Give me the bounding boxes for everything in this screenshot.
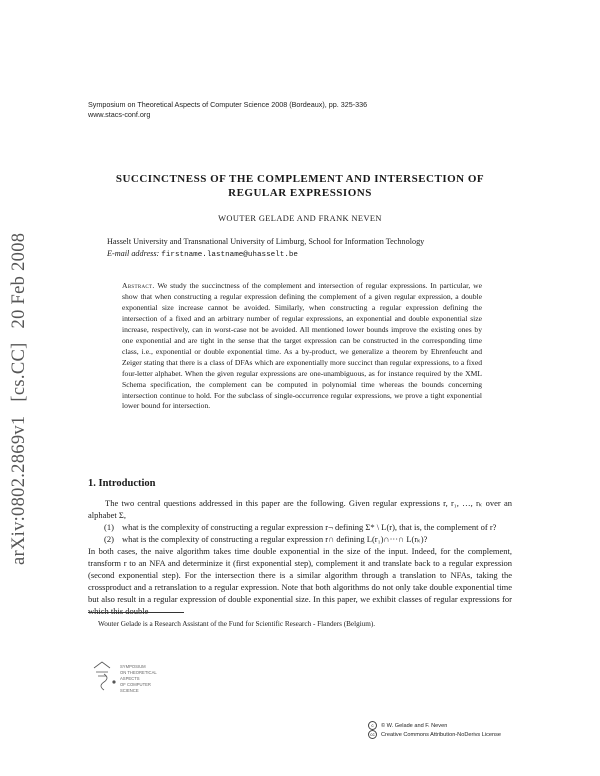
creative-commons-icon: cc xyxy=(368,730,377,739)
title-line-1: SUCCINCTNESS OF THE COMPLEMENT AND INTERSECTION OF xyxy=(115,173,485,185)
stacs-logo xyxy=(90,660,170,700)
arxiv-category: [cs.CC] xyxy=(9,342,29,402)
question-2-text: what is the complexity of constructing a regular expression r∩ defining L(r₁)∩···∩ L(rₖ)? xyxy=(122,534,428,544)
logo-text-5: SCIENCE xyxy=(120,688,139,693)
question-1-text: what is the complexity of constructing a regular expression r¬ defining Σ* \ L(r), that is, the complement of r? xyxy=(122,522,497,532)
copyright-text: © W. Gelade and F. Neven xyxy=(381,722,448,729)
intro-paragraph: The two central questions addressed in this paper are the following. Given regular expressions r, r₁, …, rₖ over an alphabet Σ, xyxy=(88,498,512,520)
email-line xyxy=(107,248,424,262)
email-label: E-mail address: xyxy=(107,248,160,258)
logo-dot xyxy=(113,681,115,683)
arxiv-date: 20 Feb 2008 xyxy=(9,232,29,329)
copyright-icon: c xyxy=(368,721,377,730)
question-1 xyxy=(104,521,512,533)
email-address: firstname.lastname@uhasselt.be xyxy=(161,250,298,259)
footnote-rule xyxy=(88,612,184,613)
license-block xyxy=(368,721,501,739)
arxiv-stamp xyxy=(9,205,35,565)
abstract-text: We study the succinctness of the complement and intersection of regular expressions. In particular, we show that when constructing a regular expression defining the complement of a given regular expression, a double exponential size increase cannot be avoided. Similarly, when constructing a regular expression defining the intersection of a fixed and an arbitrary number of regular expressions, an exponential and double exponential size increase, respectively, can in worst-case not be avoided. All mentioned lower bounds improve the existing ones by one exponential and are tight in the sense that the target expression can be constructed in the corresponding time class, i.e., exponential or double exponential time. As a by-product, we generalize a theorem by Ehrenfeucht and Zeiger stating that there is a class of DFAs which are exponentially more succinct than regular expressions, to a fixed four-letter alphabet. When the given regular expressions are one-unambiguous, as for instance required by the XML Schema specification, the complement can be computed in polynomial time whereas the bounds concerning intersection continue to hold. For the subclass of single-occurrence regular expressions, we prove a tight exponential lower bound for intersection. xyxy=(122,281,483,411)
section-body xyxy=(88,497,512,617)
title-line-2: REGULAR EXPRESSIONS xyxy=(228,187,372,199)
logo-mark-top xyxy=(94,662,110,668)
affiliation-block xyxy=(107,236,424,261)
abstract-label: Abstract. xyxy=(122,281,155,290)
arxiv-id: arXiv:0802.2869v1 xyxy=(9,415,29,565)
license-text: Creative Commons Attribution-NoDerivs License xyxy=(381,731,502,738)
logo-text-4: OF COMPUTER xyxy=(120,682,151,687)
question-2 xyxy=(104,533,512,545)
venue-header xyxy=(88,100,367,120)
venue-line: Symposium on Theoretical Aspects of Computer Science 2008 (Bordeaux), pp. 325-336 xyxy=(88,100,368,109)
body-paragraph: In both cases, the naive algorithm takes time double exponential in the size of the input. Indeed, for the complement, transform r to an NFA and determinize it (first exponential step), complement it and translate back to a regular expression (second exponential step). For the intersection there is a similar algorithm through a translation to NFAs, taking the crossproduct and a retranslation to a regular expression. Note that both algorithms do not only take double exponential time but also result in a regular expression of double exponential size. In this paper, we exhibit classes of regular expressions for which this double xyxy=(88,546,512,616)
license-row xyxy=(368,730,501,739)
authors: WOUTER GELADE AND FRANK NEVEN xyxy=(218,214,382,223)
logo-text-2: ON THEORETICAL xyxy=(120,670,157,675)
question-1-number: (1) xyxy=(104,522,114,532)
paper-title xyxy=(100,172,500,200)
footnote: Wouter Gelade is a Research Assistant of the Fund for Scientific Research - Flanders (Belgium). xyxy=(98,620,376,628)
logo-text-1: SYMPOSIUM xyxy=(120,664,146,669)
logo-mark-s xyxy=(101,674,107,690)
logo-text-3: ASPECTS xyxy=(120,676,140,681)
affiliation: Hasselt University and Transnational University of Limburg, School for Information Technology xyxy=(107,237,425,246)
section-heading: 1. Introduction xyxy=(88,478,156,489)
copyright-row xyxy=(368,721,501,730)
venue-url: www.stacs-conf.org xyxy=(88,110,151,119)
question-2-number: (2) xyxy=(104,534,114,544)
abstract xyxy=(122,281,482,412)
